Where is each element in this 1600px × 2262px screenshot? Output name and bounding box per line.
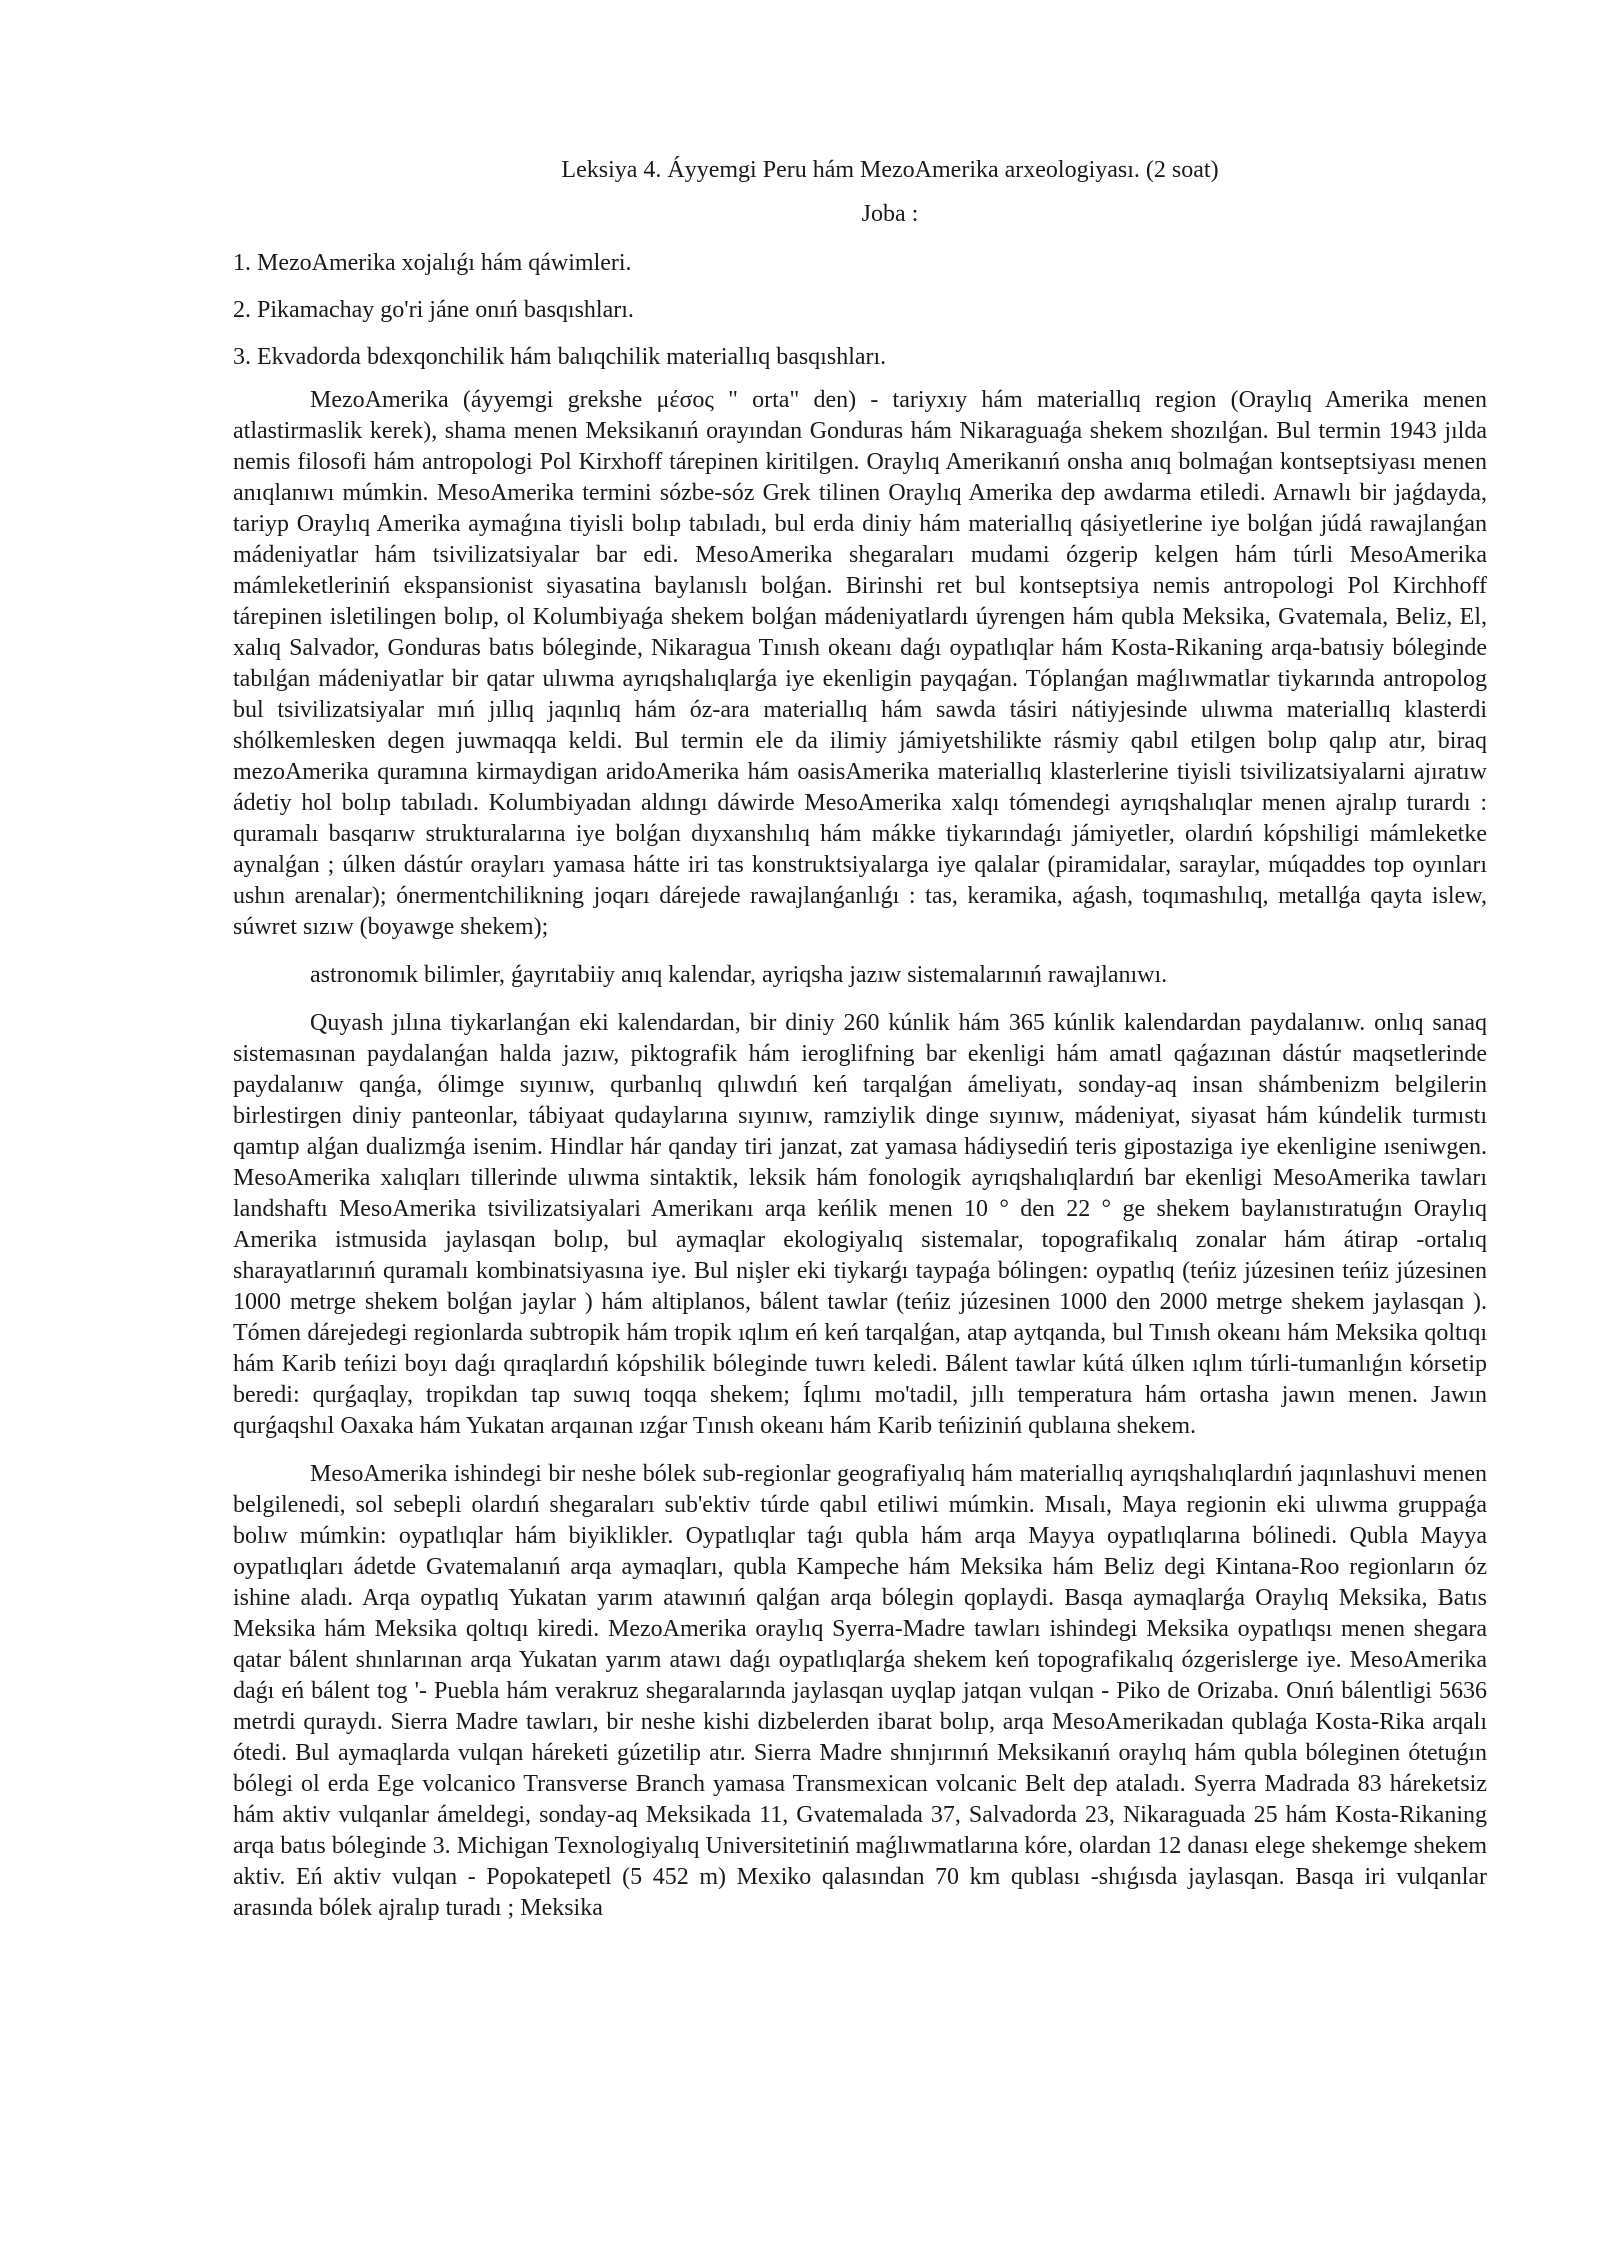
lecture-title: Leksiya 4. Áyyemgi Peru hám MezoAmerika arxeologiyası. (2 soat): [561, 157, 1219, 183]
body-paragraph: MesoAmerika ishindegi bir neshe bólek sub-regionlar geografiyalıq hám materiallıq ayrıqshalıqlardıń jaqınlashuvi menen belgilenedi, sol sebepli olardıń shegaraları sub'ektiv túrde qabıl etiliwi múmkin. Mısalı, Maya regionin eki ulıwma gruppaǵa bolıw múmkin: oypatlıqlar hám biyiklikler. Oypatlıqlar taǵı qubla hám arqa Mayya oypatlıqlarına bólinedi. Qubla Mayya oypatlıqları ádetde Gvatemalanıń arqa aymaqları, qubla Kampeche hám Meksika hám Beliz degi Kintana-Roo regionların óz ishine aladı. Arqa oypatlıq Yukatan yarım atawınıń qalǵan arqa bólegin qoplaydi. Basqa aymaqlarǵa Oraylıq Meksika, Batıs Meksika hám Meksika qoltıqı kiredi. MezoAmerika oraylıq Syerra-Madre tawları ishindegi Meksika oypatlıqsı menen shegara qatar bálent shınlarınan arqa Yukatan yarım atawı daǵı oypatlıqlarǵa shekem keń topografikalıq ózgerislerge iye. MesoAmerika daǵı eń bálent tog '- Puebla hám verakruz shegaralarında jaylasqan uyqlap jatqan vulqan - Piko de Orizaba. Onıń bálentligi 5636 metrdi quraydı. Sierra Madre tawları, bir neshe kishi dizbelerden ibarat bolıp, arqa MesoAmerikadan qublaǵa Kosta-Rika arqalı ótedi. Bul aymaqlarda vulqan háreketi gúzetilip atır. Sierra Madre shınjırınıń Meksikanıń oraylıq hám qubla bóleginen ótetuǵın bólegi ol erda Ege volcanico Transverse Branch yamasa Transmexican volcanic Belt dep ataladı. Syerra Madrada 83 háreketsiz hám aktiv vulqanlar ámeldegi, sonday-aq Meksikada 11, Gvatemalada 37, Salvadorda 23, Nikaraguada 25 hám Kosta-Rikaning arqa batıs bóleginde 3. Michigan Texnologiyalıq Universitetiniń maǵlıwmatlarına kóre, olardan 12 danası elege shekemge shekem aktiv. Eń aktiv vulqan - Popokatepetl (5 452 m) Mexiko qalasından 70 km qublası -shıǵısda jaylasqan. Basqa iri vulqanlar arasında bólek ajralıp turadı ; Meksika: [233, 1461, 1487, 1921]
plan-item: 1. MezoAmerika xojalıǵı hám qáwimleri.: [233, 250, 632, 276]
body-paragraph: MezoAmerika (áyyemgi grekshe μέσος " orta" den) - tariyxıy hám materiallıq region (Oraylıq Amerika menen atlastirmaslik kerek), shama menen Meksikanıń orayından Gonduras hám Nikaraguaǵa shekem shozılǵan. Bul termin 1943 jılda nemis filosofi hám antropologi Pol Kirxhoff tárepinen kiritilgen. Oraylıq Amerikanıń onsha anıq bolmaǵan kontseptsiyası menen anıqlanıwı múmkin. MesoAmerika termini sózbe-sóz Grek tilinen Oraylıq Amerika dep awdarma etiledi. Arnawlı bir jaǵdayda, tariyp Oraylıq Amerika aymaǵına tiyisli bolıp tabıladı, bul erda diniy hám materiallıq qásiyetlerine iye bolǵan júdá rawajlanǵan mádeniyatlar hám tsivilizatsiyalar bar edi. MesoAmerika shegaraları mudami ózgerip kelgen hám túrli MesoAmerika mámleketleriniń ekspansionist siyasatina baylanıslı bolǵan. Birinshi ret bul kontseptsiya nemis antropologi Pol Kirchhoff tárepinen isletilingen bolıp, ol Kolumbiyaǵa shekem bolǵan mádeniyatlardı úyrengen hám qubla Meksika, Gvatemala, Beliz, El, xalıq Salvador, Gonduras batıs bóleginde, Nikaragua Tınısh okeanı daǵı oypatlıqlar hám Kosta-Rikaning arqa-batısiy bóleginde tabılǵan mádeniyatlar bir qatar ulıwma ayrıqshalıqlarǵa iye ekenligin payqaǵan. Tóplanǵan maǵlıwmatlar tiykarında antropolog bul tsivilizatsiyalar mıń jıllıq jaqınlıq hám óz-ara materiallıq hám sawda tásiri nátiyjesinde ulıwma materiallıq klasterdi shólkemlesken degen juwmaqqa keldi. Bul termin ele da ilimiy jámiyetshilikte rásmiy qabıl etilgen bolıp qalıp atır, biraq mezoAmerika quramına kirmaydigan aridoAmerika hám oasisAmerika materiallıq klasterlerine tiyisli tsivilizatsiyalarni ajıratıw ádetiy hol bolıp tabıladı. Kolumbiyadan aldıngı dáwirde MesoAmerika xalqı tómendegi ayrıqshalıqlar menen ajralıp turardı : quramalı basqarıw strukturalarına iye bolǵan dıyxanshılıq hám mákke tiykarındaǵı jámiyetler, olardıń kópshiligi mámleketke aynalǵan ; úlken dástúr orayları yamasa hátte iri tas konstruktsiyalarga iye qalalar (piramidalar, saraylar, múqaddes top oyınları ushın arenalar); ónermentchilikning joqarı dárejede rawajlanǵanlıǵı : tas, keramika, aǵash, toqımashılıq, metallǵa qayta islew, súwret sızıw (boyawge shekem);: [233, 387, 1487, 940]
body-paragraph: astronomık bilimler, ǵayrıtabiiy anıq kalendar, ayriqsha jazıw sistemalarınıń rawajlanıwı.: [310, 962, 1168, 988]
plan-heading: Joba :: [861, 201, 919, 227]
body-paragraph: Quyash jılına tiykarlanǵan eki kalendardan, bir diniy 260 kúnlik hám 365 kúnlik kalendardan paydalanıw. onlıq sanaq sistemasınan paydalanǵan halda jazıw, piktografik hám ieroglifning bar ekenligi hám amatl qaǵazınan dástúr maqsetlerinde paydalanıw qanǵa, ólimge sıyınıw, qurbanlıq qılıwdıń keń tarqalǵan ámeliyatı, sonday-aq insan shámbenizm belgilerin birlestirgen diniy panteonlar, tábiyaat qudaylarına sıyınıw, ramziylik dinge sıyınıw, mádeniyat, siyasat hám kúndelik turmıstı qamtıp alǵan dualizmǵa isenim. Hindlar hár qanday tiri janzat, zat yamasa hádiysediń teris gipostaziga iye ekenligine ıseniwgen. MesoAmerika xalıqları tillerinde ulıwma sintaktik, leksik hám fonologik ayrıqshalıqlardıń bar ekenligi MesoAmerika tawları landshaftı MesoAmerika tsivilizatsiyalari Amerikanı arqa keńlik menen 10 ° den 22 ° ge shekem baylanıstıratuǵın Oraylıq Amerika istmusida jaylasqan bolıp, bul aymaqlar ekologiyalıq sistemalar, topografikalıq zonalar hám átirap -ortalıq sharayatlarınıń quramalı kombinatsiyasına iye. Bul nişler eki tiykarǵı taypaǵa bólingen: oypatlıq (teńiz júzesinen teńiz júzesinen 1000 metrge shekem bolǵan jaylar ) hám altiplanos, bálent tawlar (teńiz júzesinen 1000 den 2000 metrge shekem jaylasqan ). Tómen dárejedegi regionlarda subtropik hám tropik ıqlım eń keń tarqalǵan, atap aytqanda, bul Tınısh okeanı hám Meksika qoltıqı hám Karib teńizi boyı daǵı qıraqlardıń kópshilik bóleginde tuwrı keledi. Bálent tawlar kútá úlken ıqlım túrli-tumanlıǵın kórsetip beredi: qurǵaqlay, tropikdan tap suwıq toqqa shekem; Íqlımı mo'tadil, jıllı temperatura hám ortasha jawın menen. Jawın qurǵaqshıl Oaxaka hám Yukatan arqaınan ızǵar Tınısh okeanı hám Karib teńiziniń qublaına shekem.: [233, 1010, 1487, 1439]
plan-list: [233, 240, 1487, 381]
plan-item: 3. Ekvadorda bdexqonchilik hám balıqchilik materiallıq basqıshları.: [233, 344, 887, 370]
plan-item: 2. Pikamachay go'ri jáne onıń basqıshları.: [233, 297, 634, 323]
document-page: [233, 148, 1487, 1924]
